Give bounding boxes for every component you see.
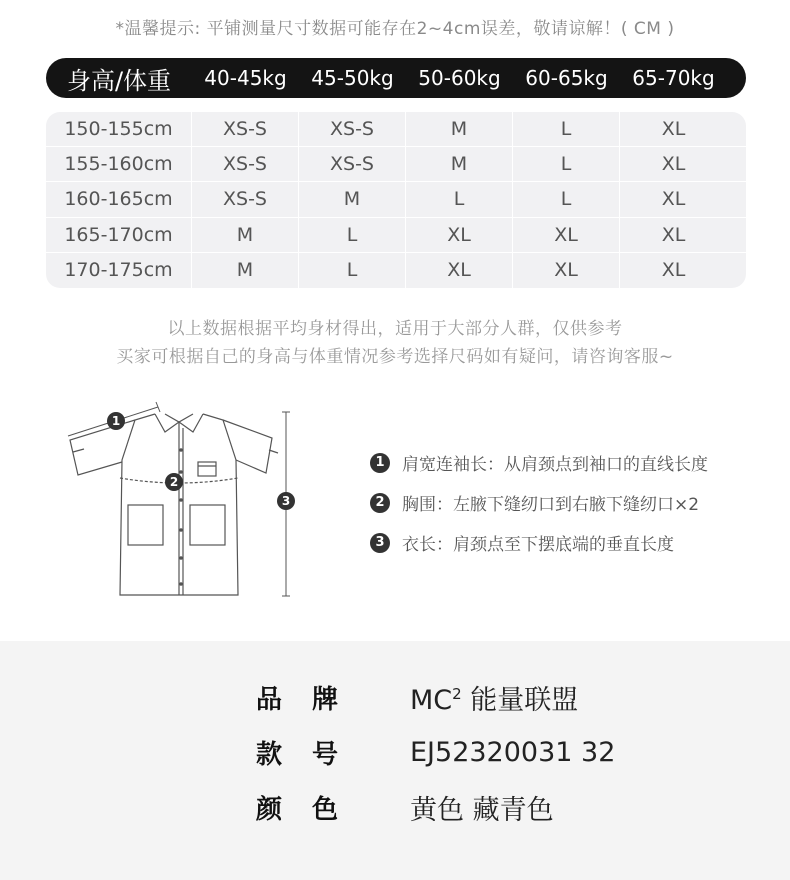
size-cell: M (192, 218, 299, 252)
brand-label (256, 679, 338, 716)
garment-measurement-diagram (60, 400, 310, 605)
model-value: EJ52320031 32 (410, 736, 616, 768)
model-label-char: 款 (256, 739, 283, 770)
brand-value-text: MC (410, 684, 453, 716)
number-3-icon: 3 (370, 533, 390, 553)
size-cell: M (192, 253, 299, 288)
size-cell: L (513, 182, 620, 216)
table-row (46, 147, 746, 182)
table-row (46, 253, 746, 288)
size-cell: XL (406, 218, 513, 252)
size-table (46, 112, 746, 288)
size-cell: M (299, 182, 406, 216)
table-row (46, 182, 746, 217)
table-row (46, 112, 746, 147)
height-cell: 165-170cm (46, 218, 192, 252)
size-cell: L (299, 253, 406, 288)
size-cell: L (299, 218, 406, 252)
color-row (0, 787, 790, 827)
height-cell: 160-165cm (46, 182, 192, 216)
number-1-icon: 1 (370, 453, 390, 473)
size-cell: XL (661, 153, 686, 176)
model-label (256, 734, 338, 771)
measurement-text: 衣长：肩颈点至下摆底端的垂直长度 (402, 535, 674, 555)
size-cell: XL (661, 118, 686, 141)
size-cell: XL (513, 218, 620, 252)
color-label-char: 颜 (256, 794, 283, 825)
marker-3 (277, 492, 295, 510)
size-cell: L (513, 112, 620, 146)
brand-superscript: 2 (452, 684, 462, 703)
measurement-guide-item (370, 530, 674, 555)
size-table-header (46, 58, 746, 98)
number-2-icon: 2 (370, 493, 390, 513)
size-cell: XL (661, 259, 686, 282)
table-row (46, 218, 746, 253)
size-cell: XL (661, 223, 686, 246)
size-cell: XS-S (192, 182, 299, 216)
header-weight-col: 40-45kg (204, 66, 287, 90)
size-cell: XS-S (192, 147, 299, 181)
header-height-weight: 身高/体重 (66, 66, 172, 95)
brand-row (0, 677, 790, 717)
product-info-panel (0, 641, 790, 880)
height-cell: 155-160cm (46, 147, 192, 181)
color-value: 黄色 藏青色 (410, 794, 554, 826)
header-weight-col: 45-50kg (311, 66, 394, 90)
size-cell: XS-S (299, 112, 406, 146)
header-weight-col: 50-60kg (418, 66, 501, 90)
header-weight-col: 65-70kg (632, 66, 715, 90)
color-label (256, 789, 338, 826)
size-cell: XL (513, 253, 620, 288)
size-cell: L (513, 147, 620, 181)
measurement-guide-item (370, 490, 699, 515)
height-cell: 150-155cm (46, 112, 192, 146)
brand-label-char: 品 (256, 684, 283, 715)
height-cell: 170-175cm (46, 253, 192, 288)
size-cell: XS-S (192, 112, 299, 146)
brand-value-suffix: 能量联盟 (461, 684, 579, 716)
model-row (0, 732, 790, 772)
measurement-notice: *温馨提示: 平铺测量尺寸数据可能存在2~4cm误差，敬请谅解！( CM ) (115, 19, 675, 39)
header-weight-col: 60-65kg (525, 66, 608, 90)
brand-value (410, 678, 578, 717)
size-cell: XL (661, 188, 686, 211)
size-cell: M (406, 112, 513, 146)
size-cell: XL (406, 253, 513, 288)
measurement-text: 胸围：左腋下缝纫口到右腋下缝纫口×2 (402, 495, 700, 515)
size-cell: M (406, 147, 513, 181)
marker-1 (107, 412, 125, 430)
customer-service-note: 买家可根据自己的身高与体重情况参考选择尺码如有疑问，请咨询客服~ (116, 347, 674, 367)
brand-label-char: 牌 (311, 684, 338, 715)
svg-text:3: 3 (281, 494, 291, 508)
model-label-char: 号 (311, 739, 338, 770)
color-label-char: 色 (311, 794, 338, 825)
measurement-guide-item (370, 450, 708, 475)
size-cell: L (406, 182, 513, 216)
size-cell: XS-S (299, 147, 406, 181)
reference-note: 以上数据根据平均身材得出，适用于大部分人群，仅供参考 (167, 319, 623, 339)
marker-2 (165, 473, 183, 491)
svg-text:1: 1 (111, 414, 121, 428)
svg-text:2: 2 (169, 475, 179, 489)
measurement-text: 肩宽连袖长：从肩颈点到袖口的直线长度 (402, 455, 708, 475)
